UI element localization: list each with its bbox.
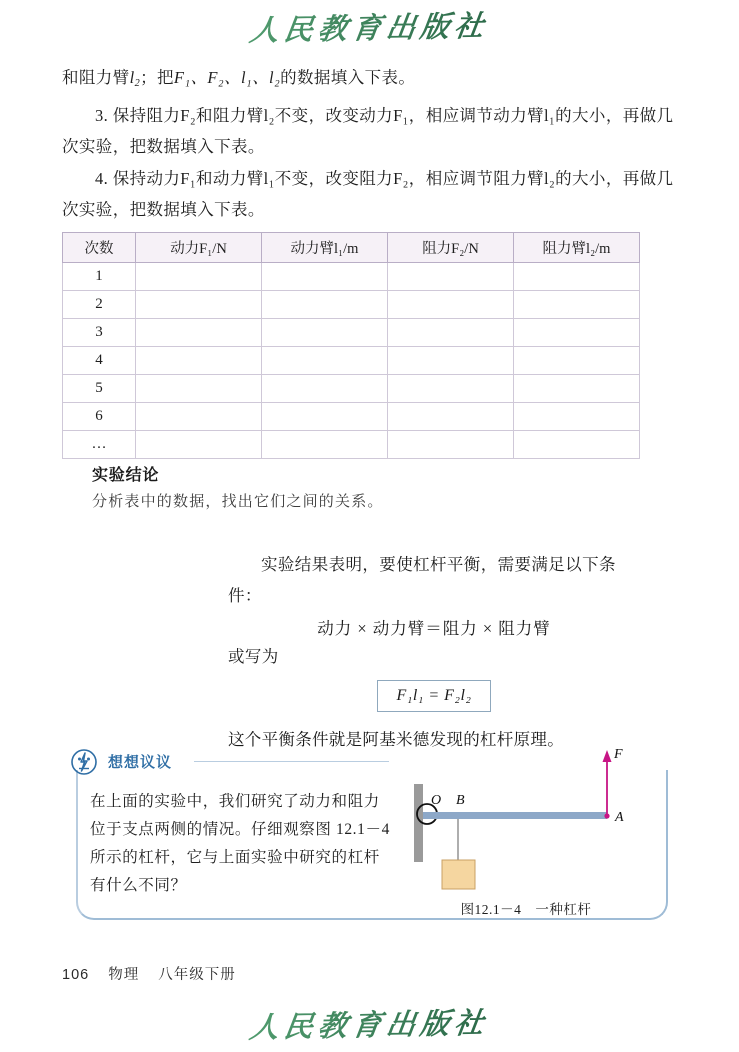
data-cell[interactable] (388, 403, 514, 431)
data-cell[interactable] (136, 431, 262, 459)
step-line-mid: ；把 (140, 68, 174, 87)
table-header-cell: 动力臂l₁/m (262, 233, 388, 263)
row-index-cell: … (63, 431, 136, 459)
data-cell[interactable] (514, 291, 640, 319)
data-cell[interactable] (388, 375, 514, 403)
conclusion-subtext: 分析表中的数据，找出它们之间的关系。 (92, 494, 384, 510)
label-point-A: A (615, 810, 624, 825)
data-cell[interactable] (262, 263, 388, 291)
table-row (63, 431, 640, 459)
step-continuation-line (62, 62, 678, 99)
data-cell[interactable] (262, 375, 388, 403)
variable-l: l (129, 68, 135, 87)
label-force-F: F (614, 747, 623, 762)
figure-caption: 图12.1－4 一种杠杆 (460, 902, 592, 917)
panel-paragraph-text: 在上面的实验中，我们研究了动力和阻力位于支点两侧的情况。仔细观察图 12.1－4所示的杠杆，它与上面实验中研究的杠杆有什么不同？ (90, 793, 390, 894)
data-cell[interactable] (136, 347, 262, 375)
symbolic-formula-box (377, 680, 491, 712)
publisher-logo-top: 人民教育出版社 (0, 0, 739, 55)
table-header-cell: 动力F₁/N (136, 233, 262, 263)
table-body (63, 263, 640, 459)
table-header-cell: 阻力F₂/N (388, 233, 514, 263)
data-cell[interactable] (388, 431, 514, 459)
grade-label: 八年级下册 (158, 967, 236, 983)
thinking-face-icon (70, 748, 98, 776)
force-application-point (604, 813, 609, 818)
data-cell[interactable] (388, 319, 514, 347)
data-cell[interactable] (262, 431, 388, 459)
row-index-cell: 5 (63, 375, 136, 403)
row-index-cell: 6 (63, 403, 136, 431)
label-point-B: B (456, 793, 465, 808)
data-cell[interactable] (136, 319, 262, 347)
data-cell[interactable] (388, 263, 514, 291)
panel-paragraph (90, 788, 390, 900)
or-written-label: 或写为 (228, 647, 279, 666)
subject-label: 物理 (108, 967, 140, 983)
step-line-prefix: 和阻力臂 (62, 68, 130, 87)
row-index-cell: 1 (63, 263, 136, 291)
data-cell[interactable] (262, 403, 388, 431)
table-header-cell: 阻力臂l₂/m (514, 233, 640, 263)
data-cell[interactable] (388, 291, 514, 319)
table-row (63, 403, 640, 431)
page-footer (62, 963, 236, 984)
row-index-cell: 4 (63, 347, 136, 375)
table-row (63, 263, 640, 291)
data-cell[interactable] (262, 319, 388, 347)
result-block (228, 549, 640, 750)
variable-list: F₁、F₂、l₁、l₂ (173, 68, 281, 87)
table-row (63, 347, 640, 375)
variable-l-subscript: 2 (134, 77, 141, 89)
table-row (63, 319, 640, 347)
conclusion-heading: 实验结论 (92, 467, 160, 484)
lever-bar (423, 812, 607, 819)
experiment-data-table (62, 232, 640, 459)
publisher-logo-bottom: 人民教育出版社 (0, 995, 739, 1051)
step-4: 4. 保持动力F₁和动力臂l₁不变，改变阻力F₂，相应调节阻力臂l₂的大小，再做几次实验，把数据填入下表。 (62, 168, 674, 219)
symbolic-formula: F₁l₁ = F₂l₂ (396, 687, 472, 704)
data-cell[interactable] (136, 375, 262, 403)
data-cell[interactable] (514, 431, 640, 459)
data-cell[interactable] (514, 347, 640, 375)
instruction-steps (62, 62, 678, 226)
step-line-suffix: 的数据填入下表。 (280, 68, 416, 87)
data-cell[interactable] (136, 403, 262, 431)
data-cell[interactable] (262, 347, 388, 375)
page-number: 106 (62, 967, 90, 983)
data-cell[interactable] (388, 347, 514, 375)
data-cell[interactable] (514, 263, 640, 291)
step-3: 3. 保持阻力F₂和阻力臂l₂不变，改变动力F₁，相应调节动力臂l₁的大小，再做几次实验，把数据填入下表。 (62, 105, 674, 156)
table-header-row (63, 233, 640, 263)
data-cell[interactable] (136, 263, 262, 291)
force-arrow-head (603, 750, 612, 762)
data-cell[interactable] (136, 291, 262, 319)
closing-statement: 这个平衡条件就是阿基米德发现的杠杆原理。 (228, 730, 564, 749)
label-pivot-O: O (431, 793, 442, 808)
data-cell[interactable] (514, 375, 640, 403)
table-row (63, 375, 640, 403)
data-cell[interactable] (514, 403, 640, 431)
suspended-block (442, 860, 475, 889)
result-paragraph: 实验结果表明，要使杠杆平衡，需要满足以下条件： (228, 555, 616, 605)
row-index-cell: 3 (63, 319, 136, 347)
row-index-cell: 2 (63, 291, 136, 319)
data-cell[interactable] (514, 319, 640, 347)
table-row (63, 291, 640, 319)
word-formula: 动力 × 动力臂＝阻力 × 阻力臂 (317, 619, 551, 638)
table-header-cell: 次数 (63, 233, 136, 263)
data-cell[interactable] (262, 291, 388, 319)
panel-title-rule (194, 761, 389, 762)
panel-title: 想想议议 (108, 754, 173, 771)
